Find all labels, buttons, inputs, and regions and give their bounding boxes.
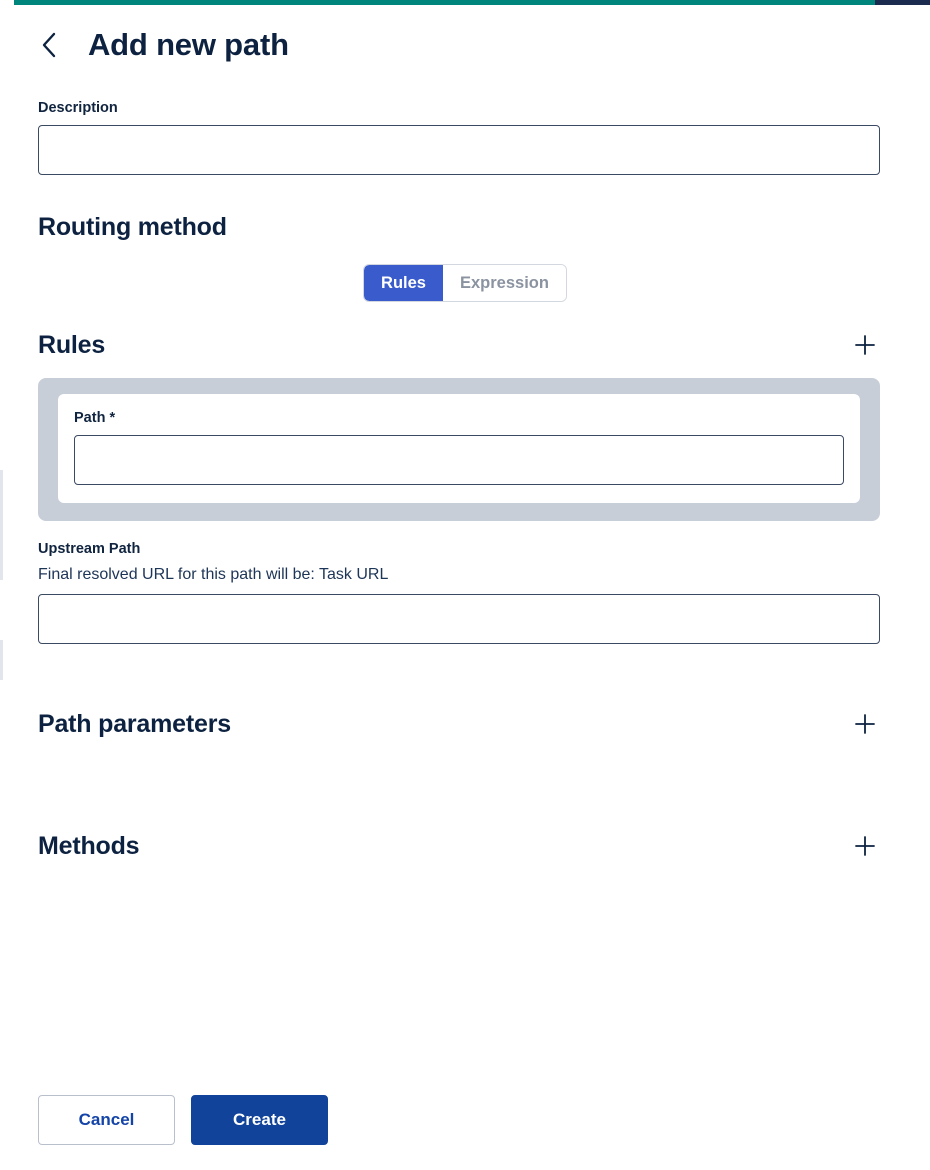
cancel-button[interactable]: Cancel — [38, 1095, 175, 1145]
upstream-path-label: Upstream Path — [38, 541, 141, 557]
create-button[interactable]: Create — [191, 1095, 328, 1145]
page-title: Add new path — [88, 27, 289, 62]
rule-card-inner — [58, 394, 860, 503]
description-label: Description — [38, 100, 118, 116]
add-path-parameter-plus-icon[interactable] — [850, 709, 880, 739]
rules-title: Rules — [38, 330, 106, 359]
path-parameters-title: Path parameters — [38, 709, 231, 738]
rule-path-label: Path * — [74, 410, 116, 426]
upstream-path-input[interactable] — [38, 594, 880, 644]
routing-method-toggle — [0, 264, 930, 302]
upstream-path-helper: Final resolved URL for this path will be: Task URL — [38, 566, 389, 583]
page-header — [36, 26, 289, 64]
toggle-option-rules[interactable]: Rules — [364, 265, 443, 301]
methods-title: Methods — [38, 831, 140, 860]
top-accent-bar — [14, 0, 930, 5]
add-method-plus-icon[interactable] — [850, 831, 880, 861]
add-rule-plus-icon[interactable] — [850, 330, 880, 360]
methods-section-header — [0, 831, 930, 861]
top-accent-bar-right — [875, 0, 930, 5]
routing-method-title: Routing method — [38, 213, 227, 241]
rules-section-header — [0, 330, 930, 360]
toggle-option-expression[interactable]: Expression — [443, 265, 566, 301]
form-content — [0, 100, 930, 861]
rule-path-input[interactable] — [74, 435, 844, 485]
rule-card — [38, 378, 880, 521]
chevron-left-icon[interactable] — [36, 26, 62, 64]
description-input[interactable] — [38, 125, 880, 175]
form-footer — [38, 1095, 328, 1145]
path-parameters-section-header — [0, 709, 930, 739]
